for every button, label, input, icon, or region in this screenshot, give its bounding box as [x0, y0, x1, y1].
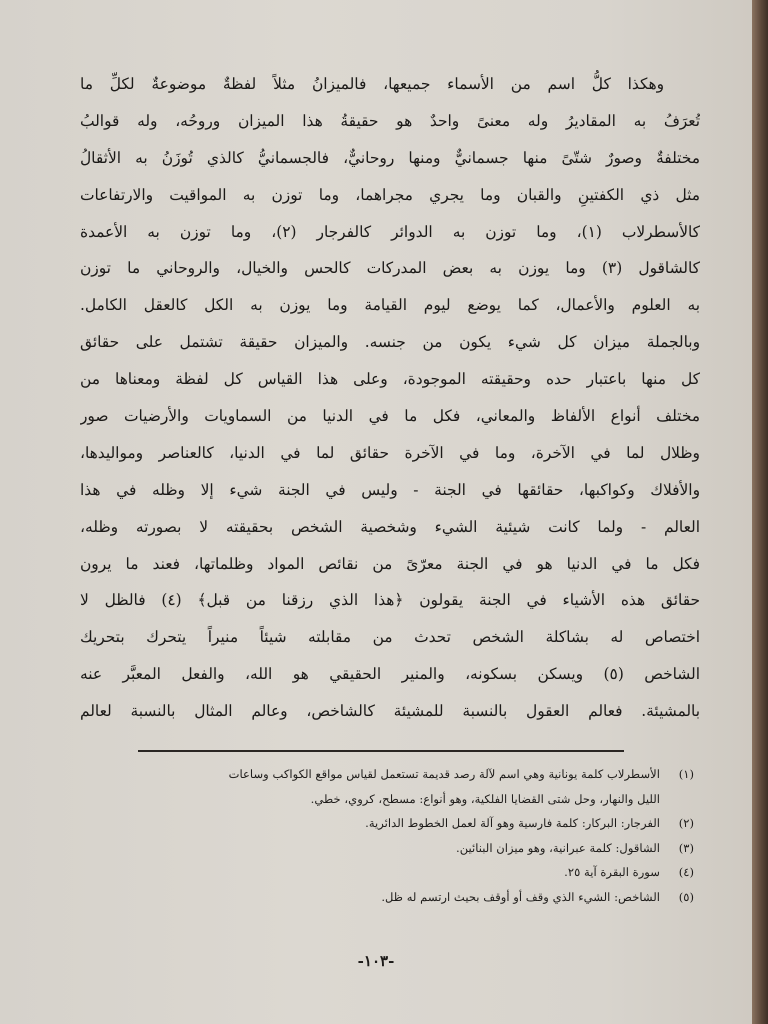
text-line: حقائق هذه الأشياء في الجنة يقولون ﴿هذا الذي رزقنا من قبل﴾ (٤) فالظل لا	[80, 591, 700, 610]
main-text	[80, 66, 700, 730]
text-line: والأفلاك وكواكبها، حقائقها في الجنة - وليس في الجنة شيء إلا وظله في هذا	[80, 480, 700, 499]
footnote-text: الفرجار: البركار: كلمة فارسية وهو آلة لعمل الخطوط الدائرية.	[365, 816, 660, 830]
book-edge	[752, 0, 768, 1024]
text-line: بالمشيئة. فعالم العقول بالنسبة للمشيئة كالشاخص، وعالم المثال بالنسبة لعالم	[80, 702, 700, 721]
footnote	[74, 885, 694, 910]
text-line: وظلال لما في الآخرة، وما في الآخرة حقائق لما في الدنيا، كالعناصر ومواليدها،	[80, 443, 700, 462]
text-line: تُعرَفُ به المقاديرُ وله معنىً واحدٌ هو حقيقةُ هذا الميزان وروحُه، وله قوالبُ	[80, 111, 700, 130]
footnote-text: الشاقول: كلمة عبرانية، وهو ميزان البنائين.	[456, 840, 660, 855]
footnote-text: الشاخص: الشيء الذي وقف أو أوقف بحيث ارتسم له ظل.	[381, 889, 660, 904]
text-line: اختصاص له بشاكلة الشخص تحدث من مقابلته شيئاً منيراً يتحرك بتحريك	[80, 628, 700, 647]
text-line: وبالجملة ميزان كل شيء يكون من جنسه. والميزان حقيقة تشتمل على حقائق	[80, 333, 700, 352]
footnotes	[74, 762, 694, 909]
footnote	[74, 860, 694, 885]
footnote-number: (٤)	[678, 865, 694, 879]
text-line: الشاخص (٥) ويسكن بسكونه، والمنير الحقيقي هو الله، والفعل المعبَّر عنه	[80, 665, 700, 684]
footnote-text: سورة البقرة آية ٢٥.	[564, 865, 660, 879]
footnote	[74, 811, 694, 836]
footnote-number: (٢)	[678, 816, 694, 830]
text-line: مختلفةٌ وصورٌ شتّىً منها جسمانيٌّ ومنها روحانيٌّ، فالجسمانيُّ كالذي تُوزَنُ به الأثقالُ	[80, 148, 700, 167]
footnote-divider	[138, 750, 624, 752]
footnote-continuation: الليل والنهار، وحل شتى القضايا الفلكية، وهو أنواع: مسطح، كروي، خطي.	[310, 791, 660, 806]
text-line: كل منها باعتبار حده وحقيقته الموجودة، وعلى هذا القياس كل لفظة ومعناها من	[80, 370, 700, 389]
footnote	[74, 836, 694, 861]
text-line: كالأسطرلاب (١)، وما توزن به الدوائر كالفرجار (٢)، وما توزن به الأعمدة	[80, 222, 700, 241]
footnote-number: (٥)	[678, 889, 694, 904]
text-line: مختلف أنواع الألفاظ والمعاني، فكل ما في الدنيا من السماويات والأرضيات صور	[80, 407, 700, 426]
text-line: به العلوم والأعمال، كما يوضع ليوم القيامة وما يوزن به الكل كالعقل الكامل.	[80, 296, 700, 315]
text-line: وهكذا كلُّ اسم من الأسماء جميعها، فالميزانُ مثلاً لفظةٌ موضوعةٌ لكلِّ ما	[80, 75, 664, 93]
text-line: العالم - ولما كانت شيئية الشيء وشخصية الشخص بحقيقته لا بصورته وظله،	[80, 517, 700, 536]
text-line: فكل ما في الدنيا هو في الجنة معرّىً من نقائص المواد وظلماتها، فعند ما يرون	[80, 554, 700, 573]
footnote-number: (١)	[678, 767, 694, 781]
footnote-text: الأسطرلاب كلمة يونانية وهي اسم لآلة رصد قديمة تستعمل لقياس مواقع الكواكب وساعات	[228, 767, 660, 781]
footnote	[74, 762, 694, 787]
page-number: -١٠٣-	[357, 952, 395, 970]
footnote-number: (٣)	[678, 840, 694, 855]
text-line: مثل ذي الكفتينِ والقبان وما يجري مجراهما، وما توزن به المواقيت والارتفاعات	[80, 185, 700, 204]
text-line: كالشاقول (٣) وما يوزن به بعض المدركات كالحس والخيال، والروحاني ما توزن	[80, 259, 700, 278]
